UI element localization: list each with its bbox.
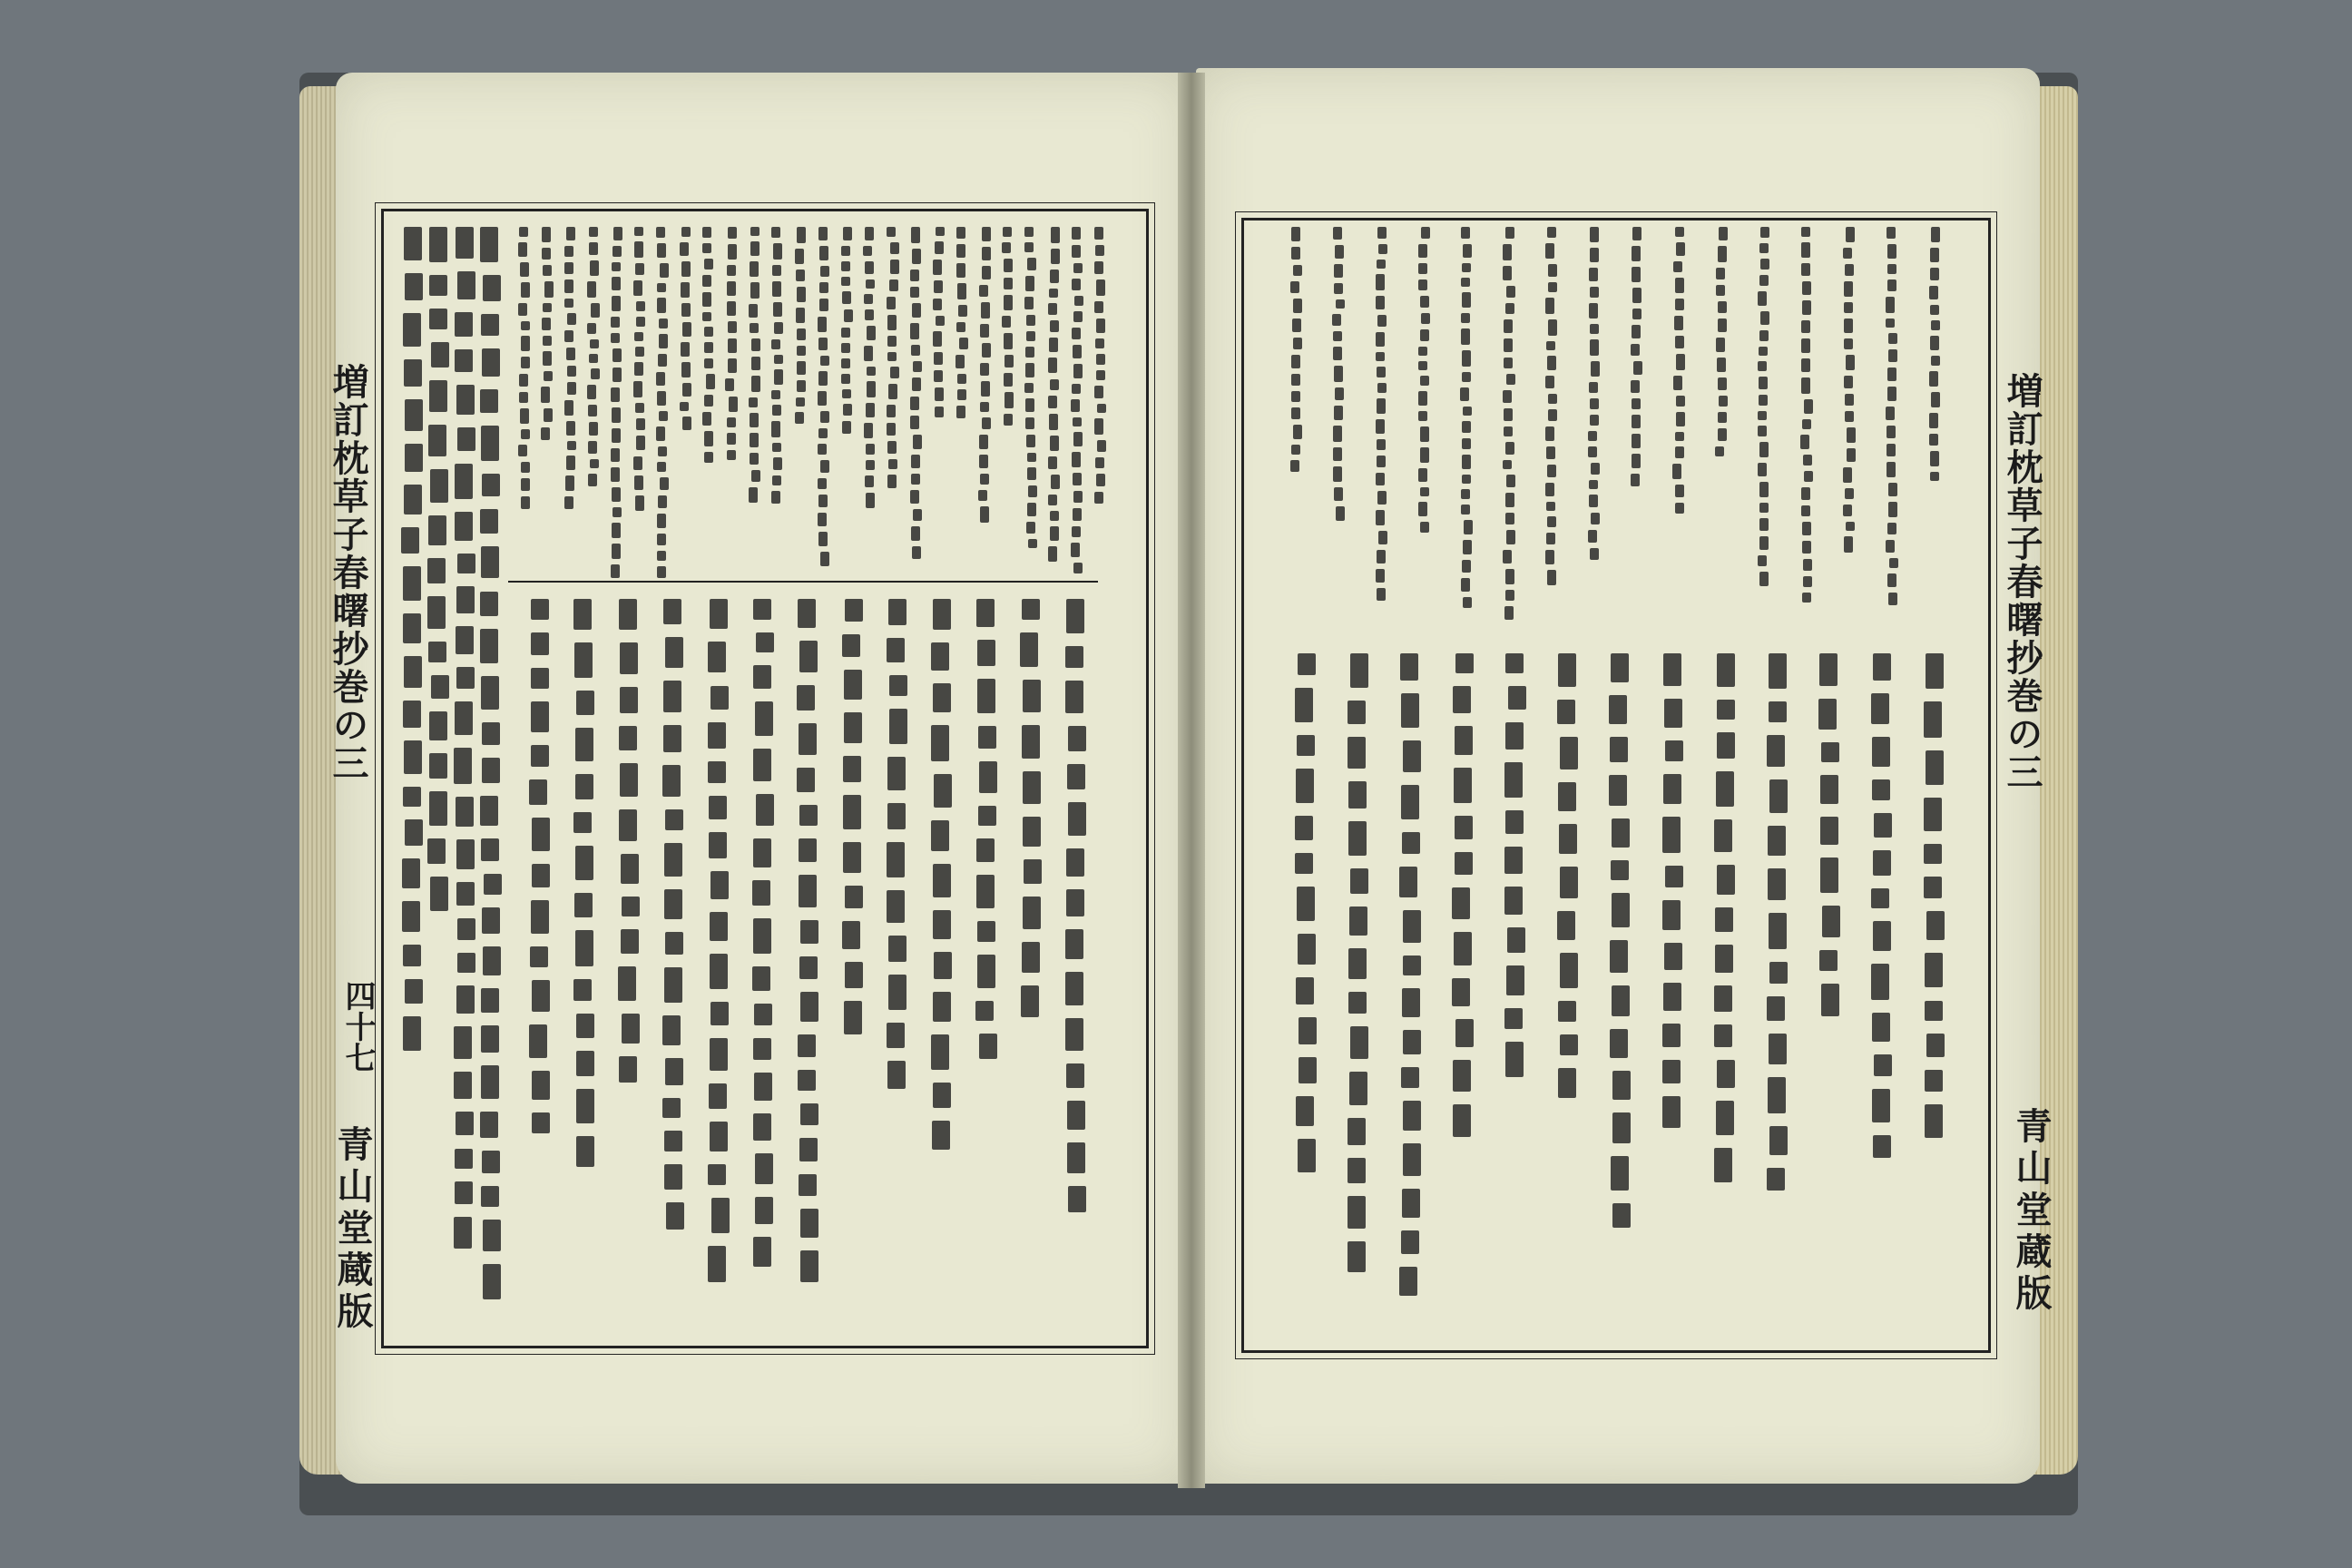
left-folio: 四十七 xyxy=(339,980,376,1073)
right-running-title: 増訂枕草子春曙抄巻の三 xyxy=(2001,372,2043,791)
left-commentary-divider xyxy=(508,581,1098,583)
left-publisher-mark: 青山堂蔵版 xyxy=(331,1125,374,1334)
book-gutter xyxy=(1178,73,1205,1488)
right-publisher-mark: 青山堂蔵版 xyxy=(2010,1107,2053,1316)
left-running-title: 増訂枕草子春曙抄巻の三 xyxy=(327,363,369,782)
